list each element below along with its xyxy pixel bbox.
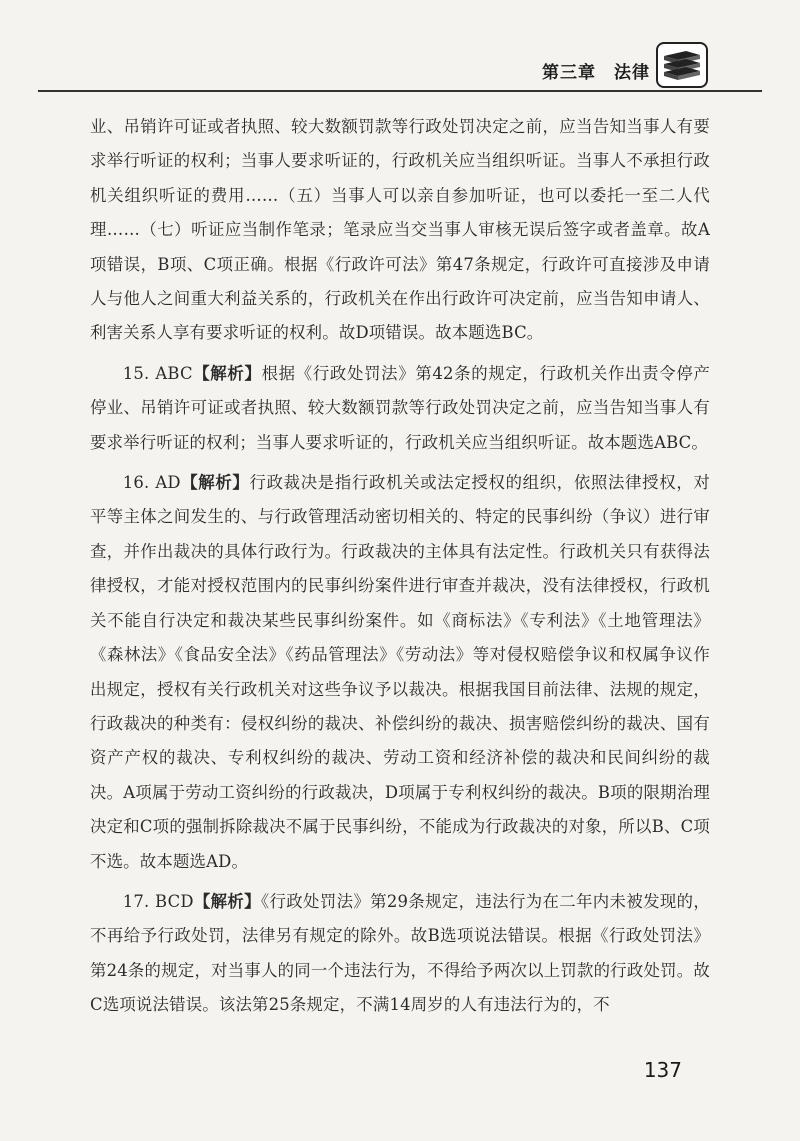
answer-paragraph <box>90 357 710 460</box>
header-divider <box>38 90 762 92</box>
page-number: 137 <box>643 1058 682 1082</box>
paragraph-text: 根据《行政处罚法》第42条的规定，行政机关作出责令停产停业、吊销许可证或者执照、较大数额罚款等行政处罚决定之前，应当告知当事人有要求举行听证的权利；当事人要求听证的，行政机关应当组织听证。故本题选ABC。 <box>90 363 710 452</box>
answer-explanations <box>90 110 710 1029</box>
answer-paragraph <box>90 466 710 879</box>
answer-paragraph <box>90 110 710 351</box>
answer-paragraph <box>90 885 710 1023</box>
chapter-title: 第三章 法律 <box>542 63 650 83</box>
paragraph-text: 17. BCD <box>122 891 194 911</box>
analysis-tag: 【解析】 <box>193 891 261 911</box>
paragraph-text: 业、吊销许可证或者执照、较大数额罚款等行政处罚决定之前，应当告知当事人有要求举行听证的权利；当事人要求听证的，行政机关应当组织听证。当事人不承担行政机关组织听证的费用……（五）当事人可以亲自参加听证，也可以委托一至二人代理……（七）听证应当制作笔录；笔录应当交当事人审核无误后签字或者盖章。故A项错误，B项、C项正确。根据《行政许可法》第47条规定，行政许可直接涉及申请人与他人之间重大利益关系的，行政机关在作出行政许可决定前，应当告知申请人、利害关系人享有要求听证的权利。故D项错误。故本题选BC。 <box>90 117 710 343</box>
paragraph-text: 16. AD <box>122 473 181 493</box>
paragraph-text: 《行政处罚法》第29条规定，违法行为在二年内未被发现的，不再给予行政处罚，法律另有规定的除外。故B选项说法错误。根据《行政处罚法》第24条的规定，对当事人的同一个违法行为，不得给予两次以上罚款的行政处罚。故C选项说法错误。该法第25条规定，不满14周岁的人有违法行为的，不 <box>90 891 710 1015</box>
analysis-tag: 【解析】 <box>180 473 250 493</box>
paragraph-text: 15. ABC <box>122 363 193 383</box>
books-icon <box>656 42 708 88</box>
page-header <box>0 0 800 96</box>
analysis-tag: 【解析】 <box>192 363 262 383</box>
paragraph-text: 行政裁决是指行政机关或法定授权的组织，依照法律授权，对平等主体之间发生的、与行政管理活动密切相关的、特定的民事纠纷（争议）进行审查，并作出裁决的具体行政行为。行政裁决的主体具有法定性。行政机关只有获得法律授权，才能对授权范围内的民事纠纷案件进行审查并裁决，没有法律授权，行政机关不能自行决定和裁决某些民事纠纷案件。如《商标法》《专利法》《土地管理法》《森林法》《食品安全法》《药品管理法》《劳动法》等对侵权赔偿争议和权属争议作出规定，授权有关行政机关对这些争议予以裁决。根据我国目前法律、法规的规定，行政裁决的种类有：侵权纠纷的裁决、补偿纠纷的裁决、损害赔偿纠纷的裁决、国有资产产权的裁决、专利权纠纷的裁决、劳动工资和经济补偿的裁决和民间纠纷的裁决。A项属于劳动工资纠纷的行政裁决，D项属于专利权纠纷的裁决。B项的限期治理决定和C项的强制拆除裁决不属于民事纠纷，不能成为行政裁决的对象，所以B、C项不选。故本题选AD。 <box>90 473 710 871</box>
